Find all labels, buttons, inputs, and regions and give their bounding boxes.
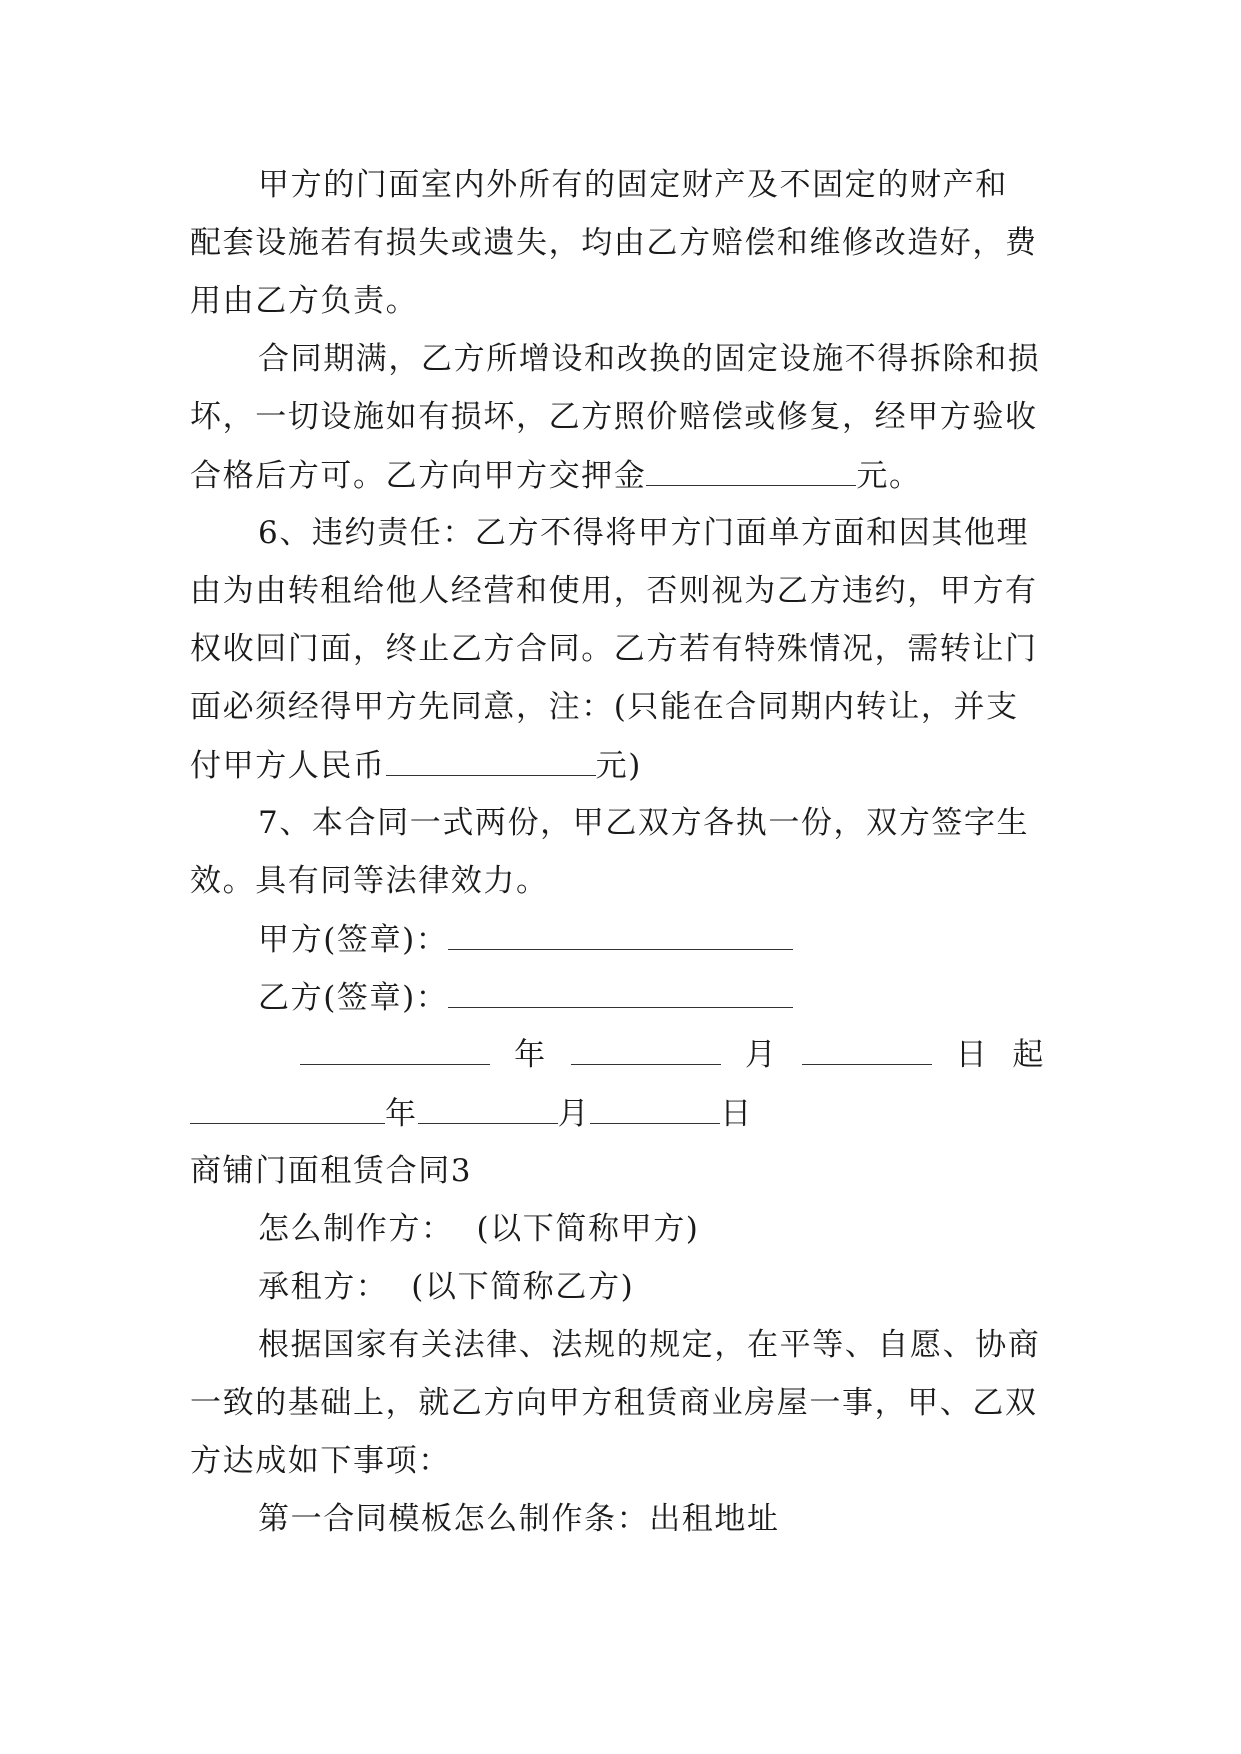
party-a-signature-line xyxy=(258,917,1050,961)
paragraph-line: 根据国家有关法律、法规的规定，在平等、自愿、协商 xyxy=(258,1327,1041,1363)
paragraph-line: 甲方的门面室内外所有的固定财产及不固定的财产和 xyxy=(258,167,1008,203)
paragraph-line: 7、本合同一式两份，甲乙双方各执一份，双方签字生 xyxy=(258,805,1030,841)
start-suffix-label: 起 xyxy=(1012,1037,1045,1073)
end-year-blank[interactable] xyxy=(190,1091,385,1124)
paragraph-line: 由为由转租给他人经营和使用，否则视为乙方违约，甲方有 xyxy=(190,573,1038,609)
party-b-signature-line xyxy=(258,975,1050,1019)
fee-line xyxy=(190,743,1050,787)
start-month-blank[interactable] xyxy=(571,1034,721,1065)
lessee-line: 承租方： (以下简称乙方) xyxy=(258,1269,635,1305)
paragraph-line: 方达成如下事项： xyxy=(190,1443,451,1479)
end-month-blank[interactable] xyxy=(418,1091,558,1124)
paragraph-line: 一致的基础上，就乙方向甲方租赁商业房屋一事，甲、乙双 xyxy=(190,1385,1038,1421)
party-a-label: 甲方(签章)： xyxy=(258,922,449,958)
paragraph-line: 效。具有同等法律效力。 xyxy=(190,863,549,899)
start-day-label: 日 xyxy=(955,1037,989,1073)
start-day-blank[interactable] xyxy=(802,1034,932,1065)
paragraph-line: 合同期满，乙方所增设和改换的固定设施不得拆除和损 xyxy=(258,341,1041,377)
party-b-signature-blank[interactable] xyxy=(448,975,793,1008)
end-date-line xyxy=(190,1091,1050,1135)
deposit-unit: 元。 xyxy=(856,458,922,494)
fee-text: 付甲方人民币 xyxy=(190,748,386,784)
clause-heading: 第一合同模板怎么制作条：出租地址 xyxy=(258,1501,780,1537)
paragraph-line: 坏，一切设施如有损坏，乙方照价赔偿或修复，经甲方验收 xyxy=(190,399,1038,435)
fee-blank[interactable] xyxy=(386,743,596,776)
lessor-line: 怎么制作方： (以下简称甲方) xyxy=(258,1211,700,1247)
section-heading: 商铺门面租赁合同3 xyxy=(190,1153,473,1189)
paragraph-line: 6、违约责任：乙方不得将甲方门面单方面和因其他理 xyxy=(258,515,1030,551)
start-date-line xyxy=(300,1033,1045,1077)
fee-unit: 元) xyxy=(595,748,642,784)
party-a-signature-blank[interactable] xyxy=(448,917,793,950)
end-year-label: 年 xyxy=(385,1096,418,1132)
paragraph-line: 用由乙方负责。 xyxy=(190,283,419,319)
end-month-label: 月 xyxy=(557,1096,591,1132)
end-day-blank[interactable] xyxy=(590,1091,720,1124)
paragraph-line: 权收回门面，终止乙方合同。乙方若有特殊情况，需转让门 xyxy=(190,631,1038,667)
end-day-label: 日 xyxy=(720,1096,753,1132)
deposit-blank[interactable] xyxy=(646,453,856,486)
paragraph-line: 面必须经得甲方先同意，注：(只能在合同期内转让，并支 xyxy=(190,689,1019,725)
start-month-label: 月 xyxy=(744,1037,778,1073)
paragraph-line: 配套设施若有损失或遗失，均由乙方赔偿和维修改造好，费 xyxy=(190,225,1038,261)
deposit-text: 合格后方可。乙方向甲方交押金 xyxy=(190,458,647,494)
deposit-line xyxy=(190,453,1050,497)
party-b-label: 乙方(签章)： xyxy=(258,980,449,1016)
start-year-blank[interactable] xyxy=(300,1034,490,1065)
start-year-label: 年 xyxy=(514,1037,547,1073)
